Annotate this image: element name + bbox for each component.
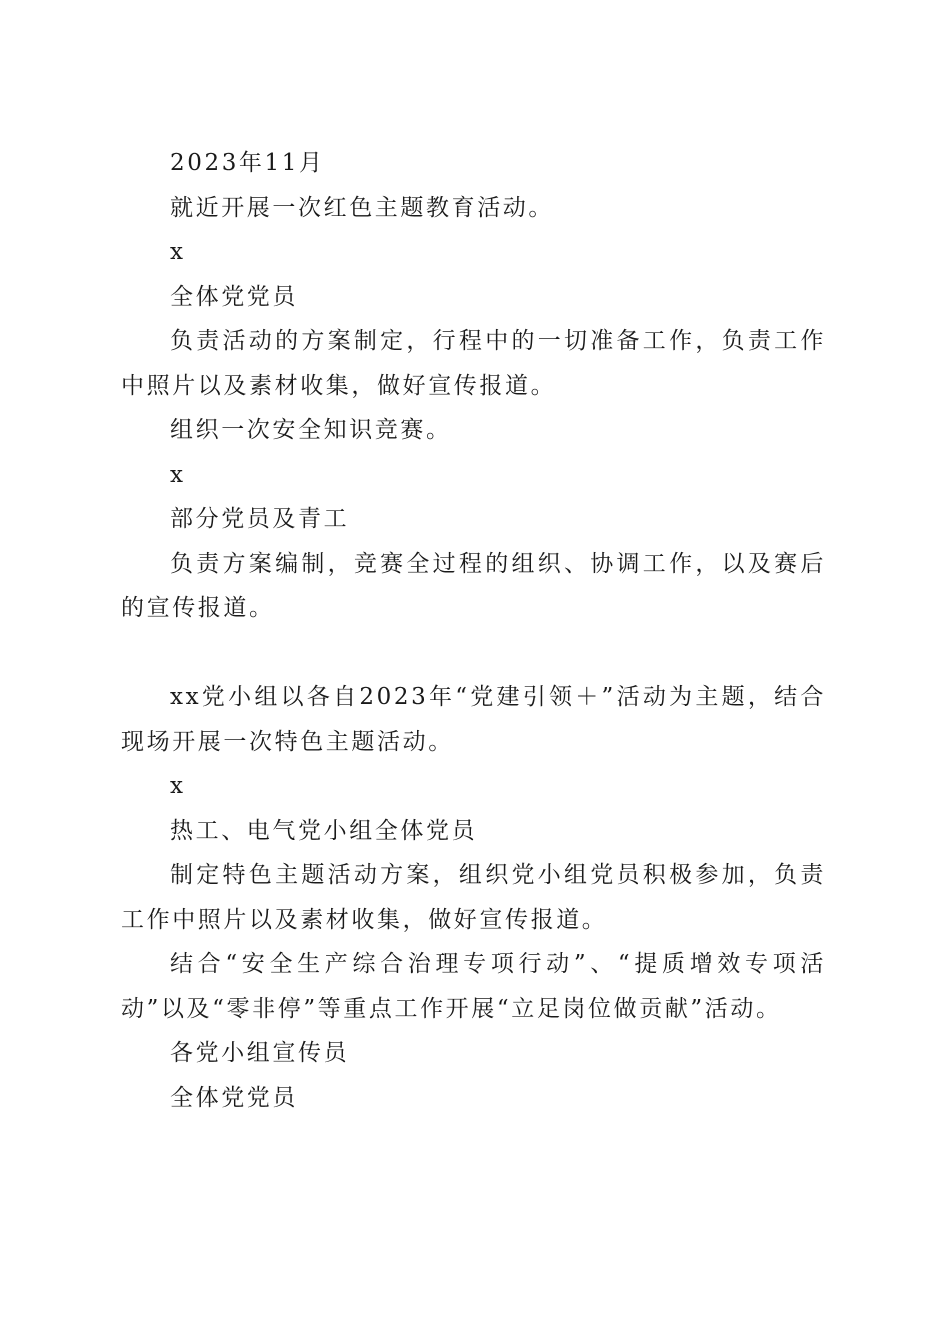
activity-2-time: x [170, 461, 186, 488]
document-body [121, 141, 826, 1120]
activity-2-content: 组织一次安全知识竞赛。 [170, 417, 452, 443]
activity-1-content: 就近开展一次红色主题教育活动。 [170, 194, 554, 221]
paragraph-gap [121, 631, 826, 676]
activity-4-participants: 全体党党员 [170, 1084, 298, 1111]
activity-2-participants: 部分党员及青工 [170, 506, 350, 532]
activity-2-responsibility: 负责方案编制，竞赛全过程的组织、协调工作，以及赛后的宣传报道。 [121, 550, 826, 621]
activity-3-content: xx党小组以各自2023年“党建引领＋”活动为主题，结合现场开展一次特色主题活动。 [121, 684, 826, 755]
activity-4-owner: 各党小组宣传员 [170, 1040, 350, 1066]
activity-3-responsibility: 制定特色主题活动方案，组织党小组党员积极参加，负责工作中照片以及素材收集，做好宣传报道。 [121, 862, 826, 933]
activity-3-time: x [170, 773, 186, 799]
activity-3-participants: 热工、电气党小组全体党员 [170, 817, 478, 844]
activity-1-responsibility: 负责活动的方案制定，行程中的一切准备工作，负责工作中照片以及素材收集，做好宣传报道。 [121, 328, 826, 399]
activity-4-content: 结合“安全生产综合治理专项行动”、“提质增效专项活动”以及“零非停”等重点工作开展“立足岗位做贡献”活动。 [121, 951, 826, 1022]
date-line: 2023年11月 [170, 150, 325, 176]
activity-1-participants: 全体党党员 [170, 283, 298, 310]
activity-1-time: x [170, 239, 186, 265]
